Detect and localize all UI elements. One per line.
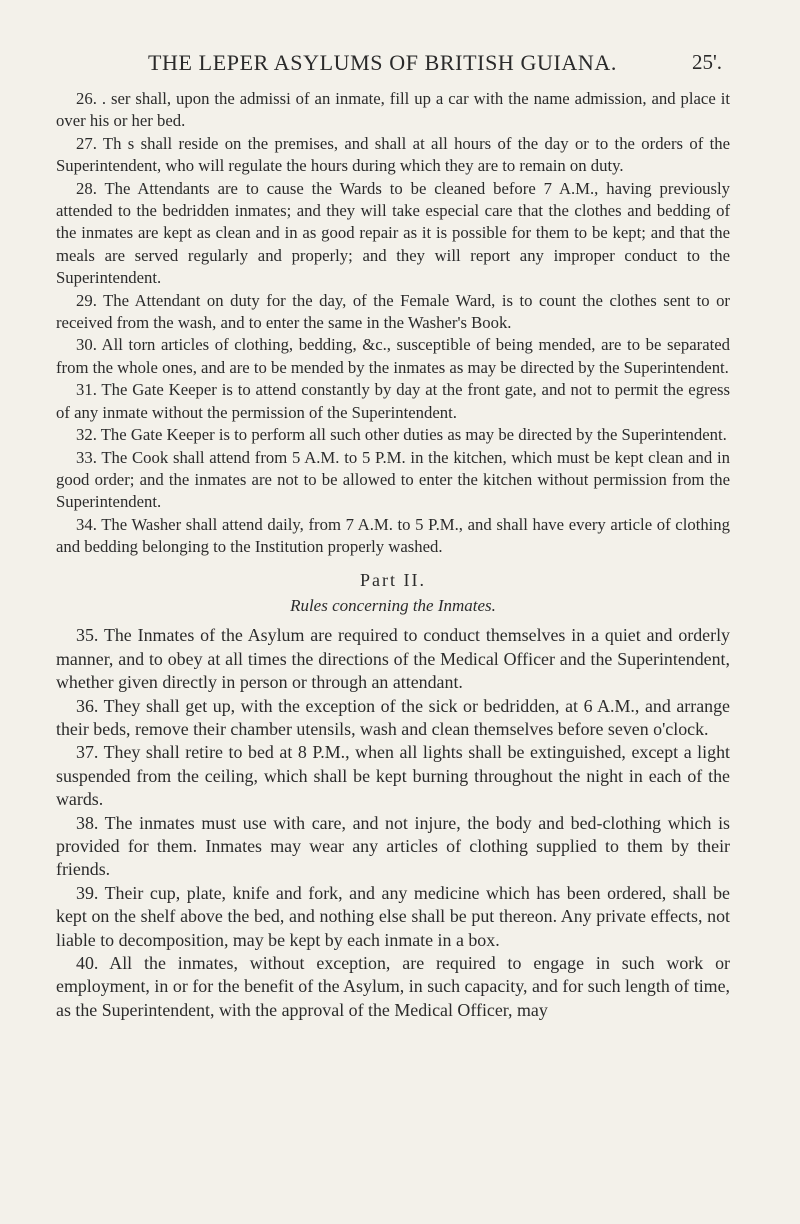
paragraph-32: 32. The Gate Keeper is to perform all such other duties as may be directed by the Superintendent. <box>76 425 727 445</box>
paragraph-33: 33. The Cook shall attend from 5 A.M. to 5 P.M. in the kitchen, which must be kept clean and in good order; and the inmates are not to be allowed to enter the kitchen without permission from the Superintendent. <box>56 447 730 512</box>
paragraph-31: 31. The Gate Keeper is to attend constantly by day at the front gate, and not to permit the egress of any inmate without the permission of the Superintendent. <box>56 380 730 422</box>
part-two-rules <box>56 624 730 1022</box>
paragraph-40: 40. All the inmates, without exception, are required to engage in such work or employment, in or for the benefit of the Asylum, in such capacity, and for such length of time, as the Superintendent, with the approval of the Medical Officer, may <box>56 953 730 1020</box>
paragraph-38: 38. The inmates must use with care, and not injure, the body and bed-clothing which is provided for them. Inmates may wear any articles of clothing supplied to them by their friends. <box>56 812 730 880</box>
running-head <box>56 42 730 84</box>
part-subheading: Rules concerning the Inmates. <box>290 596 496 616</box>
paragraph-28: 28. The Attendants are to cause the Wards to be cleaned before 7 A.M., having previously attended to the bedridden inmates; and they will take especial care that the clothes and bedding of the inmates are kept as clean and in as good repair as it is possible for them to be kept; and that the meals are served regularly and properly; and they will report any improper conduct to the Superintendent. <box>56 178 730 288</box>
paragraph-34: 34. The Washer shall attend daily, from 7 A.M. to 5 P.M., and shall have every article of clothing and bedding belonging to the Institution properly washed. <box>56 514 730 557</box>
part-heading: Part II. <box>360 569 426 590</box>
page-number: 25'. <box>691 50 722 74</box>
paragraph-37: 37. They shall retire to bed at 8 P.M., when all lights shall be extinguished, except a light suspended from the ceiling, which shall be kept burning throughout the night in each of the wards. <box>56 742 730 810</box>
paragraph-29: 29. The Attendant on duty for the day, of the Female Ward, is to count the clothes sent to or received from the wash, and to enter the same in the Washer's Book. <box>56 290 730 333</box>
paragraph-35: 35. The Inmates of the Asylum are required to conduct themselves in a quiet and orderly manner, and to obey at all times the directions of the Medical Officer and the Superintendent, whether given directly in person or through an attendant. <box>56 625 730 693</box>
paragraph-26: 26. . ser shall, upon the admissi of an inmate, fill up a car with the name admission, and place it over his or her bed. <box>56 89 730 131</box>
paragraph-30: 30. All torn articles of clothing, bedding, &c., susceptible of being mended, are to be separated from the whole ones, and are to be mended by the inmates as may be directed by the Superintendent. <box>56 335 730 377</box>
paragraph-36: 36. They shall get up, with the exception of the sick or bedridden, at 6 A.M., and arrange their beds, remove their chamber utensils, wash and clean themselves before seven o'clock. <box>56 695 730 739</box>
paragraph-39: 39. Their cup, plate, knife and fork, and any medicine which has been ordered, shall be kept on the shelf above the bed, and nothing else shall be put thereon. Any private effects, not liable to decomposition, may be kept by each inmate in a box. <box>56 882 730 950</box>
body-text <box>56 88 730 1022</box>
running-title: THE LEPER ASYLUMS OF BRITISH GUIANA. <box>148 50 617 75</box>
paragraph-27: 27. Th s shall reside on the premises, and shall at all hours of the day or to the orders of the Superintendent, who will regulate the hours during which they are to remain on duty. <box>56 133 730 176</box>
